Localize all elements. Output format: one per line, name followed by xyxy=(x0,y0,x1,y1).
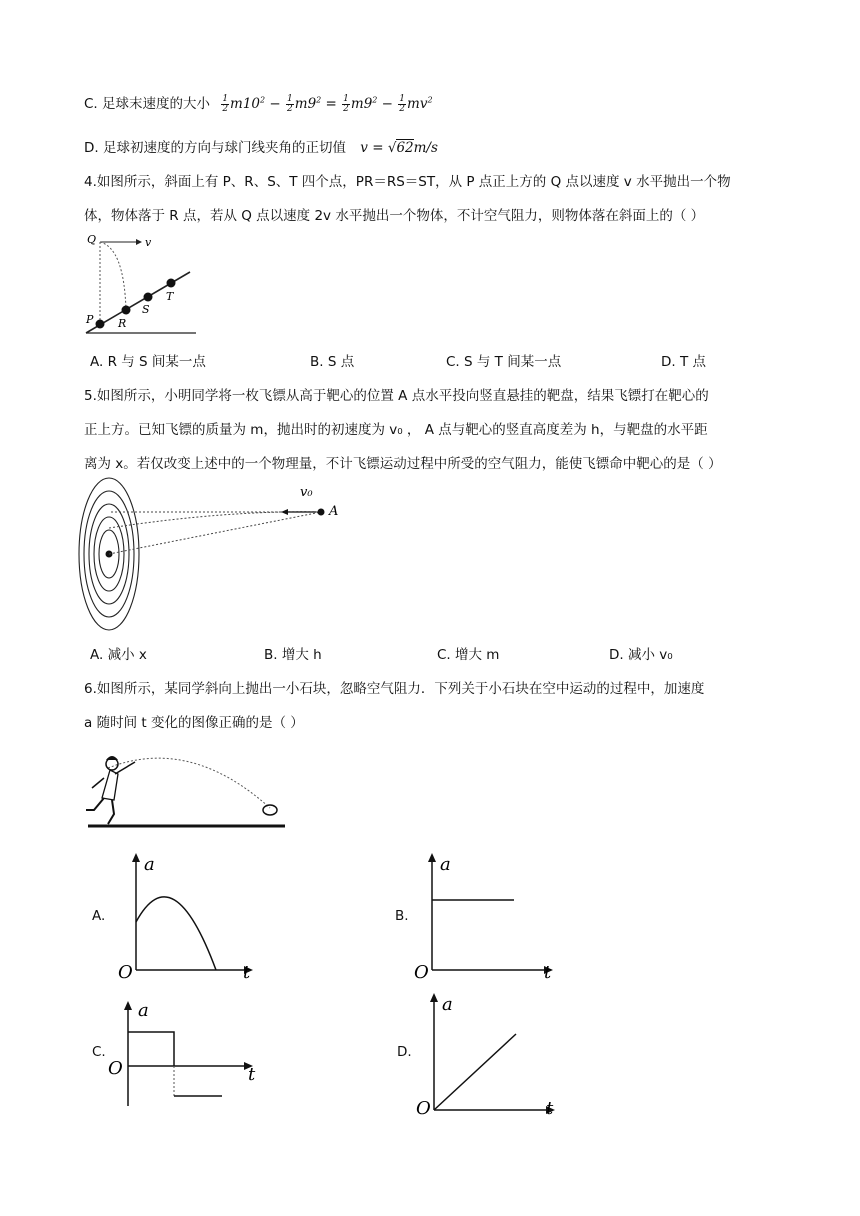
q4-option-b[interactable]: B. S 点 xyxy=(310,354,355,370)
q6-graph-d xyxy=(416,988,566,1116)
label-t: T xyxy=(166,290,174,303)
q4-stem-line2: 体，物体落于 R 点，若从 Q 点以速度 2v 水平抛出一个物体，不计空气阻力，则物体落在斜面上的（ ） xyxy=(84,208,705,224)
q6-option-a-label[interactable]: A. xyxy=(92,908,106,924)
q5-option-d[interactable]: D. 减小 v₀ xyxy=(609,647,673,663)
q4-stem-line1: 4.如图所示，斜面上有 P、R、S、T 四个点，PR＝RS＝ST，从 P 点正上方的 Q 点以速度 v 水平抛出一个物 xyxy=(84,174,731,190)
q3-option-d-formula: v = √62m/s xyxy=(360,140,438,156)
q3-option-d xyxy=(84,136,438,156)
label-v0: v₀ xyxy=(300,485,313,500)
q5-option-a[interactable]: A. 减小 x xyxy=(90,647,147,663)
q3-option-d-label: D. 足球初速度的方向与球门线夹角的正切值 xyxy=(84,140,346,156)
label-r: R xyxy=(118,317,127,330)
label-s: S xyxy=(142,303,150,316)
q6-option-b-label[interactable]: B. xyxy=(395,908,409,924)
graph-c-x-label: t xyxy=(248,1064,256,1085)
q6-graph-b xyxy=(414,852,564,980)
q3-option-c-formula: $\frac{1}{2}$ $m10^2$ − $\frac{1}{2}$ $m9^2$ = $\frac{1}{2}$ $m9^2$ − $\frac{1}{2}$ $mv^2$ xyxy=(222,94,433,114)
graph-d-origin: O xyxy=(416,1098,431,1116)
q6-option-c-label[interactable]: C. xyxy=(92,1044,106,1060)
q4-incline-figure xyxy=(84,230,204,340)
graph-a-y-label: a xyxy=(144,854,155,875)
graph-b-x-label: t xyxy=(544,962,552,980)
graph-b-y-label: a xyxy=(440,854,451,875)
graph-c-origin: O xyxy=(108,1058,123,1079)
q6-thrower-figure xyxy=(80,748,290,830)
q5-stem-line3: 离为 x。若仅改变上述中的一个物理量，不计飞镖运动过程中所受的空气阻力，能使飞镖命中靶心的是（ ） xyxy=(84,456,722,472)
q3-option-c-label: C. 足球末速度的大小 xyxy=(84,96,211,112)
q5-stem-line2: 正上方。已知飞镖的质量为 m，抛出时的初速度为 v₀ ， A 点与靶心的竖直高度差为 h，与靶盘的水平距 xyxy=(84,422,708,438)
q3-option-c xyxy=(84,92,433,114)
graph-a-origin: O xyxy=(118,962,133,980)
q6-graph-a xyxy=(118,852,263,980)
q4-option-c[interactable]: C. S 与 T 间某一点 xyxy=(446,354,562,370)
q6-graph-c xyxy=(104,998,264,1110)
q6-option-d-label[interactable]: D. xyxy=(397,1044,412,1060)
q5-dartboard-figure xyxy=(78,476,358,634)
q6-stem-line1: 6.如图所示，某同学斜向上抛出一小石块，忽略空气阻力．下列关于小石块在空中运动的过程中，加速度 xyxy=(84,681,705,697)
q6-stem-line2: a 随时间 t 变化的图像正确的是（ ） xyxy=(84,715,304,731)
graph-a-x-label: t xyxy=(243,962,251,980)
q5-option-b[interactable]: B. 增大 h xyxy=(264,647,322,663)
q5-stem-line1: 5.如图所示，小明同学将一枚飞镖从高于靶心的位置 A 点水平投向竖直悬挂的靶盘，结果飞镖打在靶心的 xyxy=(84,388,709,404)
q5-option-c[interactable]: C. 增大 m xyxy=(437,647,500,663)
q4-option-a[interactable]: A. R 与 S 间某一点 xyxy=(90,354,206,370)
graph-b-origin: O xyxy=(414,962,429,980)
label-v: v xyxy=(145,236,152,249)
label-a-point: A xyxy=(329,504,339,519)
label-q: Q xyxy=(87,233,97,246)
q4-option-d[interactable]: D. T 点 xyxy=(661,354,707,370)
graph-d-y-label: a xyxy=(442,994,453,1015)
graph-c-y-label: a xyxy=(138,1000,149,1021)
label-p: P xyxy=(86,313,94,326)
graph-d-x-label: t xyxy=(546,1098,554,1116)
